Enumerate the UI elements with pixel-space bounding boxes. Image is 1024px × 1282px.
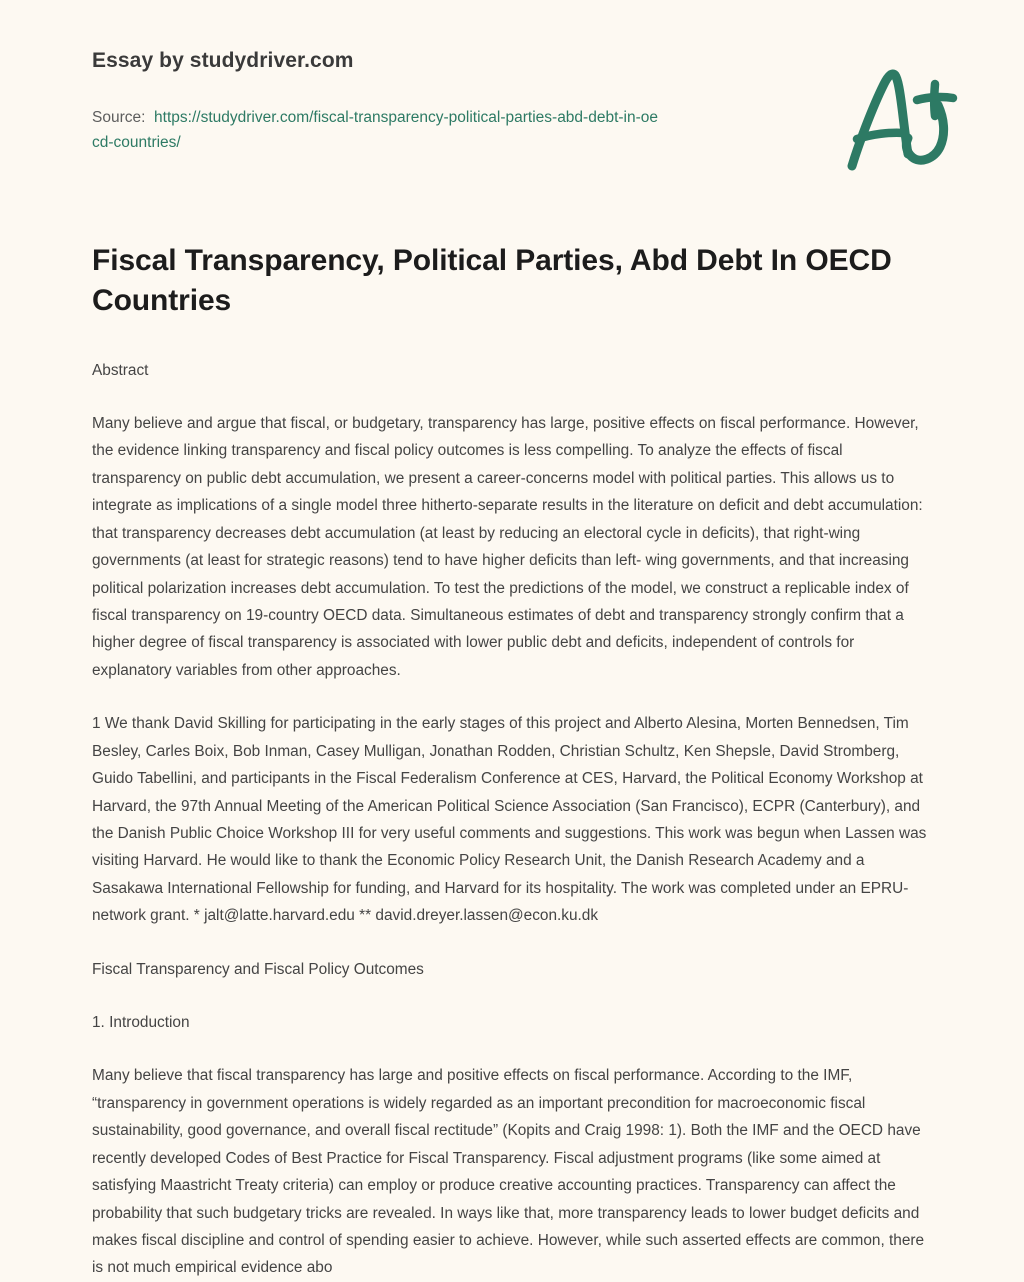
byline: Essay by studydriver.com [92,49,354,72]
running-head: Fiscal Transparency and Fiscal Policy Outcomes [92,960,424,978]
section-1-paragraph: Many believe that fiscal transparency has large and positive effects on fiscal performance. According to the IMF, “transparency in government operations is widely regarded as an important precondition for macroeconomic fiscal sustainability, good governance, and overall fiscal rectitude” (Kopits and Craig 1998: 1). Both the IMF and the OECD have recently developed Codes of Best Practice for Fiscal Transparency. Fiscal adjustment programs (like some aimed at satisfying Maastricht Treaty criteria) can employ or produce creative accounting practices. Transparency can affect the probability that such budgetary tricks are revealed. In ways like that, more transparency leads to lower budget deficits and makes fiscal discipline and control of spending easier to achieve. However, while such asserted effects are common, there is not much empirical evidence abo [92,1067,925,1277]
a-plus-logo-icon [834,62,966,180]
section-1-heading: 1. Introduction [92,1014,190,1032]
abstract-paragraph: Many believe and argue that fiscal, or budgetary, transparency has large, positive effects on fiscal performance. However, the evidence linking transparency and fiscal policy outcomes is less compelling. To analyze the effects of fiscal transparency on public debt accumulation, we present a career-concerns model with political parties. This allows us to integrate as implications of a single model three hitherto-separate results in the literature on deficit and debt accumulation: that transparency decreases debt accumulation (at least by reducing an electoral cycle in deficits), that right-wing governments (at least for strategic reasons) tend to have higher deficits than left- wing governments, and that increasing political polarization increases debt accumulation. To test the predictions of the model, we construct a replicable index of fiscal transparency on 19-country OECD data. Simultaneous estimates of debt and transparency strongly confirm that a higher degree of fiscal transparency is associated with lower public debt and deficits, independent of controls for explanatory variables from other approaches. [92,415,923,679]
source-row [92,105,960,155]
source-link[interactable]: https://studydriver.com/fiscal-transparency-political-parties-abd-debt-in-oecd-countries/ [92,109,659,152]
abstract-heading: Abstract [92,361,149,379]
page-title: Fiscal Transparency, Political Parties, Abd Debt In OECD Countries [92,244,892,317]
document-body [0,241,1024,1281]
a-plus-logo [834,62,966,180]
source-label: Source: [92,109,146,127]
footnote-paragraph: 1 We thank David Skilling for participating in the early stages of this project and Alberto Alesina, Morten Bennedsen, Tim Besley, Carles Boix, Bob Inman, Casey Mulligan, Jonathan Rodden, Christian Schultz, Ken Shepsle, David Stromberg, Guido Tabellini, and participants in the Fiscal Federalism Conference at CES, Harvard, the Political Economy Workshop at Harvard, the 97th Annual Meeting of the American Political Science Association (San Francisco), ECPR (Canterbury), and the Danish Public Choice Workshop III for very useful comments and suggestions. This work was begun when Lassen was visiting Harvard. He would like to thank the Economic Policy Research Unit, the Danish Research Academy and a Sasakawa International Fellowship for funding, and Harvard for its hospitality. The work was completed under an EPRU-network grant. * jalt@latte.harvard.edu ** david.dreyer.lassen@econ.ku.dk [92,715,927,925]
